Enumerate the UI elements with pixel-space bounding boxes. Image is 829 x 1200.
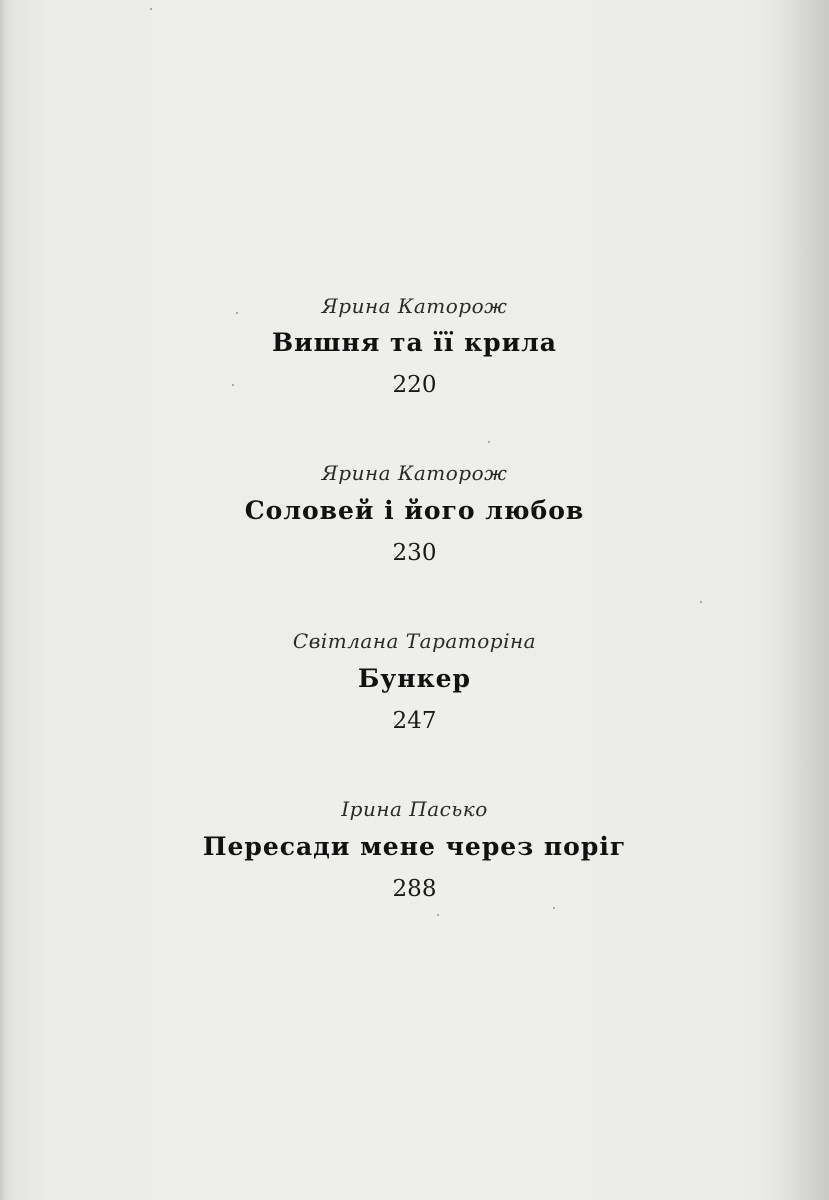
paper-speck (553, 907, 555, 909)
toc-author: Ярина Каторож (321, 294, 508, 318)
toc-title: Соловей і його любов (244, 496, 585, 525)
toc-author: Світлана Тараторіна (292, 629, 537, 653)
page-shadow-edge (759, 0, 829, 1200)
toc-title: Пересади мене через поріг (202, 832, 627, 861)
toc-author: Ярина Каторож (321, 461, 508, 485)
toc-title: Бункер (357, 664, 472, 693)
paper-speck (437, 914, 439, 916)
toc-page-number: 288 (392, 876, 437, 902)
paper-speck (150, 8, 152, 10)
paper-speck (488, 441, 490, 443)
toc-page-number: 230 (392, 540, 437, 566)
paper-speck (700, 601, 702, 603)
toc-page-number: 220 (392, 372, 437, 398)
toc-title: Вишня та її крила (271, 328, 557, 357)
toc-page-number: 247 (392, 708, 437, 734)
page-binding-edge (0, 0, 14, 1200)
toc-author: Ірина Пасько (341, 797, 488, 821)
